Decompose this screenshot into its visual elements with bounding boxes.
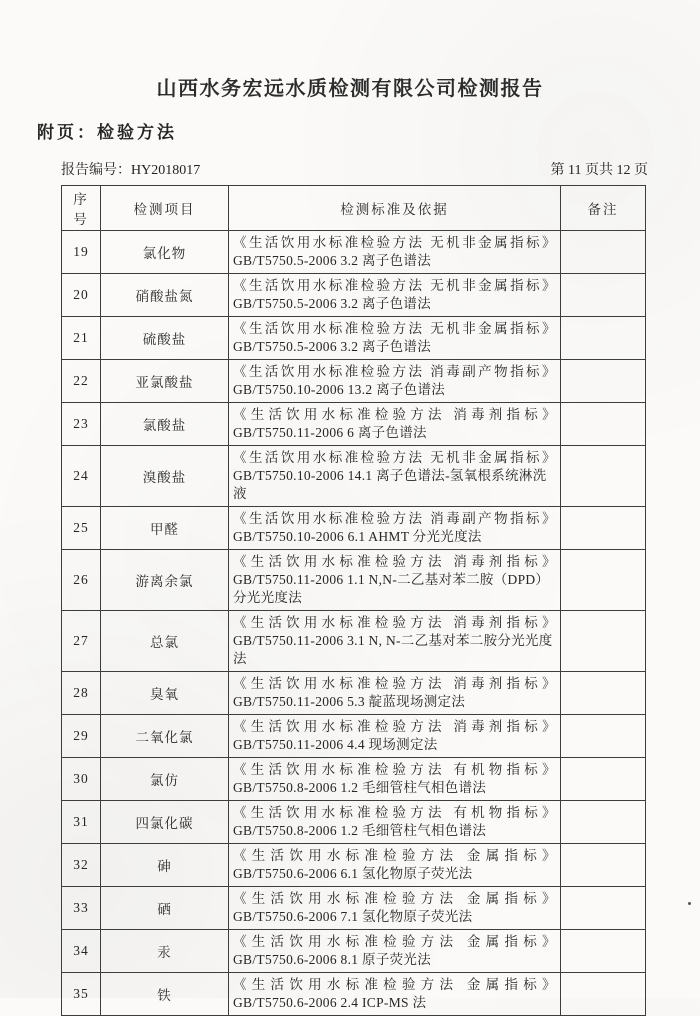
test-standard	[229, 930, 561, 973]
test-item: 臭氧	[101, 672, 229, 715]
test-item: 硝酸盐氮	[101, 274, 229, 317]
test-standard	[229, 844, 561, 887]
row-number: 21	[62, 317, 101, 360]
header-item: 检测项目	[101, 186, 229, 231]
standard-title-line: 《生活饮用水标准检验方法 无机非金属指标》	[233, 450, 556, 465]
standard-title-line: 《生活饮用水标准检验方法 消毒剂指标》	[233, 719, 556, 734]
table-row	[62, 507, 646, 550]
standard-title-line: 《生活饮用水标准检验方法 金属指标》	[233, 977, 556, 992]
standard-method-line: GB/T5750.8-2006 1.2 毛细管柱气相色谱法	[233, 823, 487, 838]
row-number: 29	[62, 715, 101, 758]
test-standard	[229, 507, 561, 550]
standard-title-line: 《生活饮用水标准检验方法 有机物指标》	[233, 805, 556, 820]
remark-cell	[561, 844, 646, 887]
test-standard	[229, 550, 561, 611]
remark-cell	[561, 672, 646, 715]
row-number: 28	[62, 672, 101, 715]
test-standard	[229, 715, 561, 758]
test-item: 硒	[101, 887, 229, 930]
test-item: 砷	[101, 844, 229, 887]
table-row	[62, 274, 646, 317]
remark-cell	[561, 274, 646, 317]
test-item: 铁	[101, 973, 229, 1016]
standard-title-line: 《生活饮用水标准检验方法 金属指标》	[233, 848, 556, 863]
remark-cell	[561, 446, 646, 507]
header-standard: 检测标准及依据	[229, 186, 561, 231]
standard-method-line: GB/T5750.11-2006 3.1 N, N-二乙基对苯二胺分光光度法	[233, 633, 553, 666]
test-standard	[229, 887, 561, 930]
standard-method-line: GB/T5750.10-2006 6.1 AHMT 分光光度法	[233, 529, 482, 544]
remark-cell	[561, 317, 646, 360]
test-item: 亚氯酸盐	[101, 360, 229, 403]
test-item: 氯化物	[101, 231, 229, 274]
row-number: 19	[62, 231, 101, 274]
table-row	[62, 801, 646, 844]
standard-title-line: 《生活饮用水标准检验方法 消毒副产物指标》	[233, 364, 556, 379]
table-row	[62, 887, 646, 930]
table-header-row	[62, 186, 646, 231]
test-standard	[229, 758, 561, 801]
standard-title-line: 《生活饮用水标准检验方法 金属指标》	[233, 934, 556, 949]
test-standard	[229, 446, 561, 507]
header-remark: 备注	[561, 186, 646, 231]
standard-method-line: GB/T5750.6-2006 2.4 ICP-MS 法	[233, 995, 427, 1010]
standard-title-line: 《生活饮用水标准检验方法 金属指标》	[233, 891, 556, 906]
table-row	[62, 715, 646, 758]
standard-title-line: 《生活饮用水标准检验方法 无机非金属指标》	[233, 321, 556, 336]
test-standard	[229, 801, 561, 844]
report-number: 报告编号：HY2018017	[61, 163, 201, 178]
test-standard	[229, 317, 561, 360]
attachment-subtitle: 附页：检验方法	[37, 123, 177, 142]
standard-method-line: GB/T5750.6-2006 7.1 氢化物原子荧光法	[233, 909, 473, 924]
test-standard	[229, 403, 561, 446]
row-number: 26	[62, 550, 101, 611]
table-row	[62, 231, 646, 274]
standard-method-line: GB/T5750.5-2006 3.2 离子色谱法	[233, 296, 431, 311]
table-row	[62, 758, 646, 801]
standard-title-line: 《生活饮用水标准检验方法 消毒剂指标》	[233, 615, 556, 630]
table-row	[62, 446, 646, 507]
test-standard	[229, 360, 561, 403]
standard-method-line: GB/T5750.10-2006 14.1 离子色谱法-氢氧根系统淋洗液	[233, 468, 547, 501]
standard-method-line: GB/T5750.5-2006 3.2 离子色谱法	[233, 339, 431, 354]
test-item: 四氯化碳	[101, 801, 229, 844]
standard-title-line: 《生活饮用水标准检验方法 消毒副产物指标》	[233, 511, 556, 526]
table-row	[62, 672, 646, 715]
row-number: 25	[62, 507, 101, 550]
test-standard	[229, 611, 561, 672]
standard-method-line: GB/T5750.6-2006 8.1 原子荧光法	[233, 952, 431, 967]
remark-cell	[561, 887, 646, 930]
standard-title-line: 《生活饮用水标准检验方法 有机物指标》	[233, 762, 556, 777]
remark-cell	[561, 550, 646, 611]
standard-method-line: GB/T5750.10-2006 13.2 离子色谱法	[233, 382, 446, 397]
standard-title-line: 《生活饮用水标准检验方法 消毒剂指标》	[233, 676, 556, 691]
test-standard	[229, 274, 561, 317]
row-number: 27	[62, 611, 101, 672]
test-item: 二氧化氯	[101, 715, 229, 758]
remark-cell	[561, 973, 646, 1016]
row-number: 32	[62, 844, 101, 887]
row-number: 35	[62, 973, 101, 1016]
remark-cell	[561, 758, 646, 801]
row-number: 31	[62, 801, 101, 844]
header-no: 序号	[62, 186, 101, 231]
standard-title-line: 《生活饮用水标准检验方法 无机非金属指标》	[233, 235, 556, 250]
remark-cell	[561, 403, 646, 446]
test-item: 硫酸盐	[101, 317, 229, 360]
remark-cell	[561, 930, 646, 973]
standard-method-line: GB/T5750.6-2006 6.1 氢化物原子荧光法	[233, 866, 473, 881]
test-standard	[229, 672, 561, 715]
standard-title-line: 《生活饮用水标准检验方法 消毒剂指标》	[233, 554, 556, 569]
table-row	[62, 844, 646, 887]
scan-artifact-dot	[688, 902, 691, 905]
remark-cell	[561, 715, 646, 758]
remark-cell	[561, 231, 646, 274]
table-row	[62, 611, 646, 672]
test-item: 汞	[101, 930, 229, 973]
standard-method-line: GB/T5750.5-2006 3.2 离子色谱法	[233, 253, 431, 268]
standard-method-line: GB/T5750.11-2006 1.1 N,N-二乙基对苯二胺（DPD）分光光度法	[233, 572, 550, 605]
test-item: 游离余氯	[101, 550, 229, 611]
test-item: 氯酸盐	[101, 403, 229, 446]
page-title: 山西水务宏远水质检测有限公司检测报告	[156, 78, 544, 100]
row-number: 24	[62, 446, 101, 507]
page-indicator: 第 11 页共 12 页	[550, 163, 648, 178]
row-number: 22	[62, 360, 101, 403]
standard-method-line: GB/T5750.11-2006 4.4 现场测定法	[233, 737, 438, 752]
table-row	[62, 360, 646, 403]
test-standard	[229, 973, 561, 1016]
table-body	[62, 231, 646, 1016]
standard-method-line: GB/T5750.11-2006 6 离子色谱法	[233, 425, 427, 440]
standard-title-line: 《生活饮用水标准检验方法 消毒剂指标》	[233, 407, 556, 422]
standard-title-line: 《生活饮用水标准检验方法 无机非金属指标》	[233, 278, 556, 293]
standard-method-line: GB/T5750.11-2006 5.3 靛蓝现场测定法	[233, 694, 466, 709]
remark-cell	[561, 611, 646, 672]
test-item: 甲醛	[101, 507, 229, 550]
table-row	[62, 930, 646, 973]
table-row	[62, 973, 646, 1016]
test-item: 溴酸盐	[101, 446, 229, 507]
meta-row	[61, 159, 648, 179]
test-item: 氯仿	[101, 758, 229, 801]
table-row	[62, 403, 646, 446]
row-number: 30	[62, 758, 101, 801]
row-number: 20	[62, 274, 101, 317]
standard-method-line: GB/T5750.8-2006 1.2 毛细管柱气相色谱法	[233, 780, 487, 795]
table-row	[62, 317, 646, 360]
table-row	[62, 550, 646, 611]
test-standard	[229, 231, 561, 274]
remark-cell	[561, 801, 646, 844]
row-number: 23	[62, 403, 101, 446]
test-item: 总氯	[101, 611, 229, 672]
row-number: 33	[62, 887, 101, 930]
remark-cell	[561, 507, 646, 550]
row-number: 34	[62, 930, 101, 973]
remark-cell	[561, 360, 646, 403]
methods-table	[61, 185, 646, 1016]
